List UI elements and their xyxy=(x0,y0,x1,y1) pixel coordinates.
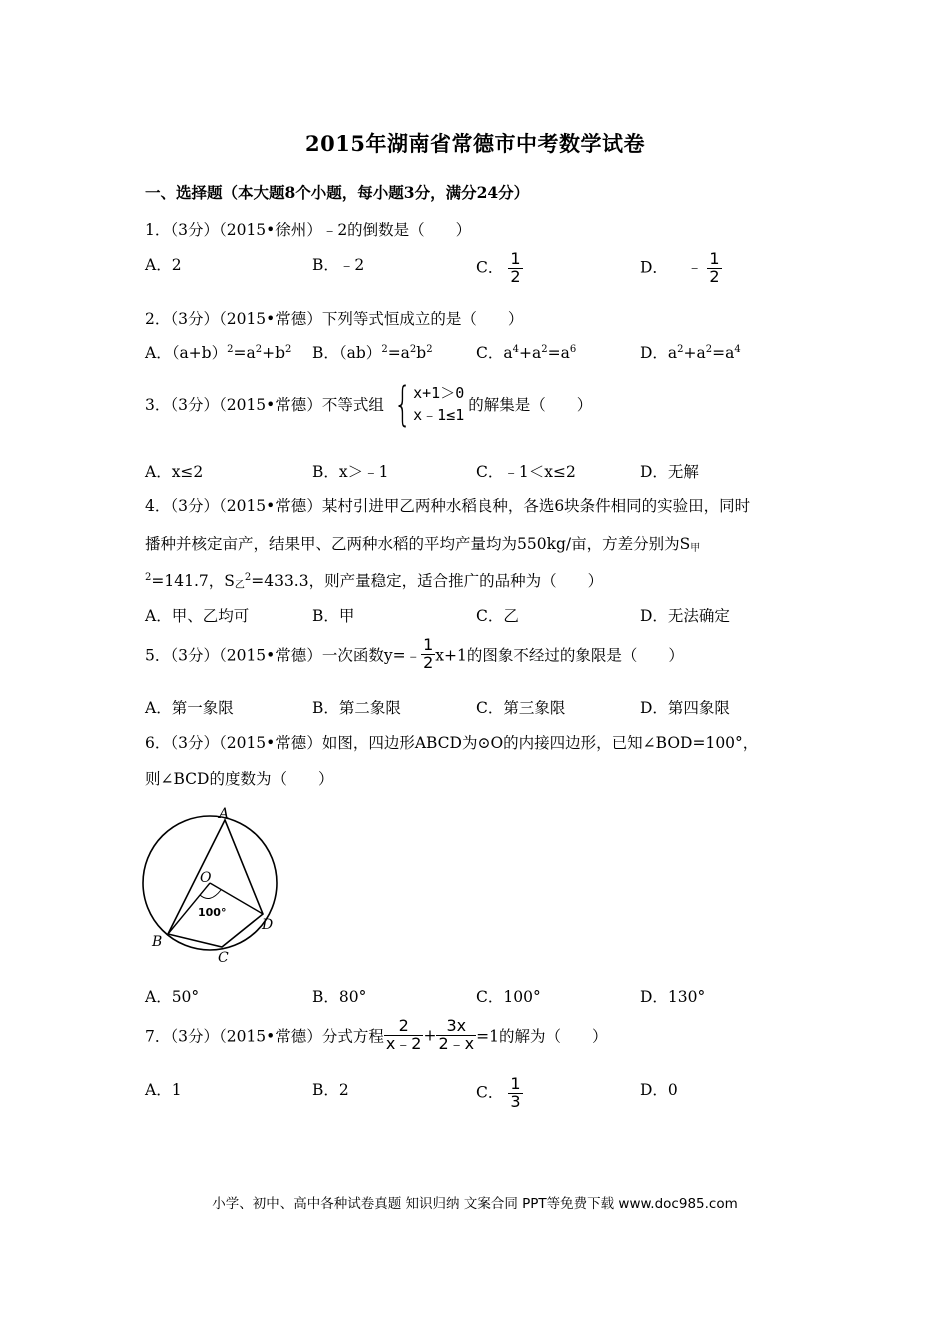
q4-option-d: D．无法确定 xyxy=(640,607,730,625)
q3-suffix: 的解集是（ ） xyxy=(468,396,593,414)
q2-c-base: C．a xyxy=(476,344,513,362)
q2-c-exp2: 2 xyxy=(541,344,548,355)
q5-option-c: C．第三象限 xyxy=(476,699,566,717)
q2-b-exp: 2 xyxy=(381,344,388,355)
q2-b-exp3: 2 xyxy=(426,344,433,355)
circle-quadrilateral-figure xyxy=(138,800,288,970)
q2-option-c xyxy=(476,341,576,363)
q1-option-d xyxy=(640,251,722,286)
q1-option-c xyxy=(476,251,523,286)
q2-a-base: A．（a+b） xyxy=(145,344,228,362)
q1-option-c-fraction xyxy=(508,251,522,286)
q7-f1-denominator: x﹣2 xyxy=(385,1033,422,1053)
quadrilateral-abcd xyxy=(168,820,263,947)
q4-line3-a: =141.7，S xyxy=(151,572,235,590)
q2-c-exp3: 6 xyxy=(569,344,577,355)
label-c: C xyxy=(218,950,229,966)
q2-c-exp: 4 xyxy=(512,344,519,355)
inequality-system xyxy=(388,377,465,431)
question-6-line1: 6．（3分）（2015•常德）如图，四边形ABCD为⊙O的内接四边形，已知∠BOD=100°， xyxy=(145,734,759,752)
q2-option-b xyxy=(312,341,433,363)
q2-b-part2: b xyxy=(416,344,427,362)
q2-d-part2: =a xyxy=(712,344,735,362)
question-1: 1．（3分）（2015•徐州）﹣2的倒数是（ ） xyxy=(145,221,472,239)
q5-suffix: x+1的图象不经过的象限是（ ） xyxy=(435,646,684,665)
q2-d-exp: 2 xyxy=(677,344,684,355)
q5-prefix: 5．（3分）（2015•常德）一次函数y=﹣ xyxy=(145,646,422,665)
question-6-line2: 则∠BCD的度数为（ ） xyxy=(145,770,334,788)
q6-option-d: D．130° xyxy=(640,988,706,1006)
q7-option-c-fraction xyxy=(508,1076,522,1111)
q2-a-part: =a xyxy=(233,344,256,362)
label-a: A xyxy=(219,806,230,822)
q1-option-c-label: C． xyxy=(476,258,504,277)
q1-c-denominator: 2 xyxy=(510,266,521,286)
section-heading: 一、选择题（本大题8个小题，每小题3分，满分24分） xyxy=(145,183,530,202)
inequality-2: x﹣1≤1 xyxy=(413,406,465,424)
q1-option-d-fraction xyxy=(707,251,721,286)
q2-a-part2: +b xyxy=(262,344,286,362)
q1-option-b: B．﹣2 xyxy=(312,256,365,274)
q5-denominator: 2 xyxy=(423,652,434,672)
q7-option-d: D．0 xyxy=(640,1081,678,1099)
q1-option-d-sign: ﹣ xyxy=(686,258,703,277)
q4-option-b: B．甲 xyxy=(312,607,355,625)
q4-sup-1: 2 xyxy=(145,572,152,583)
q6-option-a: A．50° xyxy=(145,988,200,1006)
q4-option-a: A．甲、乙均可 xyxy=(145,607,250,625)
q1-d-numerator: 1 xyxy=(709,249,720,268)
q7-option-b: B．2 xyxy=(312,1081,349,1099)
question-4-line1: 4．（3分）（2015•常德）某村引进甲乙两种水稻良种，各选6块条件相同的实验田，同时 xyxy=(145,497,751,515)
q7-f2-denominator: 2﹣x xyxy=(438,1033,475,1053)
page-title: 2015年湖南省常德市中考数学试卷 xyxy=(305,131,645,156)
q4-line2-text: 播种并核定亩产，结果甲、乙两种水稻的平均产量均为550kg/亩，方差分别为S xyxy=(145,535,691,553)
q7-fraction-2 xyxy=(436,1018,476,1053)
q4-option-c: C．乙 xyxy=(476,607,519,625)
q3-option-b: B．x＞﹣1 xyxy=(312,463,389,481)
q2-d-exp2: 2 xyxy=(705,344,713,355)
q3-option-c: C．﹣1＜x≤2 xyxy=(476,463,576,481)
q5-fraction xyxy=(421,637,435,672)
label-o: O xyxy=(200,870,212,886)
q5-numerator: 1 xyxy=(423,635,434,654)
q7-suffix: =1的解为（ ） xyxy=(476,1027,608,1046)
label-b: B xyxy=(152,934,163,950)
label-d: D xyxy=(262,917,274,933)
q2-d-exp3: 4 xyxy=(734,344,741,355)
q2-a-exp: 2 xyxy=(227,344,234,355)
q5-option-b: B．第二象限 xyxy=(312,699,401,717)
q2-c-part: +a xyxy=(518,344,542,362)
question-3 xyxy=(145,377,593,431)
question-4-line3 xyxy=(145,569,603,591)
q1-option-d-label: D． xyxy=(640,258,668,277)
q5-option-d: D．第四象限 xyxy=(640,699,730,717)
q7-option-a: A．1 xyxy=(145,1081,182,1099)
q7-fraction-1 xyxy=(384,1018,424,1053)
q4-sub-yi: 乙 xyxy=(234,580,245,591)
question-5 xyxy=(145,637,684,672)
angle-label: 100° xyxy=(198,906,227,919)
question-2: 2．（3分）（2015•常德）下列等式恒成立的是（ ） xyxy=(145,310,524,328)
q1-d-denominator: 2 xyxy=(709,266,720,286)
brace-symbol: { xyxy=(393,377,412,431)
q7-option-c xyxy=(476,1076,523,1111)
q2-option-d xyxy=(640,341,741,363)
inequality-1: x+1＞0 xyxy=(413,384,465,402)
q3-option-a: A．x≤2 xyxy=(145,463,204,481)
q6-option-c: C．100° xyxy=(476,988,541,1006)
q4-sub-jia: 甲 xyxy=(690,543,701,554)
q1-option-a: A．2 xyxy=(145,256,182,274)
q3-option-d: D．无解 xyxy=(640,463,699,481)
q1-c-numerator: 1 xyxy=(510,249,521,268)
q7-option-c-label: C． xyxy=(476,1083,504,1102)
q4-line3-b: =433.3，则产量稳定，适合推广的品种为（ ） xyxy=(251,572,604,590)
q7-f1-numerator: 2 xyxy=(384,1018,424,1036)
q6-option-b: B．80° xyxy=(312,988,367,1006)
q2-d-part: +a xyxy=(683,344,706,362)
q2-a-exp3: 2 xyxy=(285,344,292,355)
q7-c-denominator: 3 xyxy=(510,1091,521,1111)
q2-b-part: =a xyxy=(387,344,410,362)
q7-plus: + xyxy=(423,1026,437,1045)
question-7 xyxy=(145,1018,608,1053)
q7-prefix: 7．（3分）（2015•常德）分式方程 xyxy=(145,1027,384,1046)
q4-sup-2: 2 xyxy=(244,572,252,583)
question-4-line2 xyxy=(145,532,700,554)
q7-f2-numerator: 3x xyxy=(436,1018,476,1036)
q2-b-exp2: 2 xyxy=(409,344,417,355)
q3-prefix: 3．（3分）（2015•常德）不等式组 xyxy=(145,396,384,414)
footer-text: 小学、初中、高中各种试卷真题 知识归纳 文案合同 PPT等免费下载 www.doc985.com xyxy=(212,1196,738,1212)
q2-option-a xyxy=(145,341,291,363)
q2-a-exp2: 2 xyxy=(255,344,263,355)
q2-b-base: B．（ab） xyxy=(312,344,382,362)
q2-c-part2: =a xyxy=(547,344,570,362)
q2-d-base: D．a xyxy=(640,344,678,362)
q7-c-numerator: 1 xyxy=(510,1074,521,1093)
inequality-lines xyxy=(413,382,464,426)
q5-option-a: A．第一象限 xyxy=(145,699,234,717)
